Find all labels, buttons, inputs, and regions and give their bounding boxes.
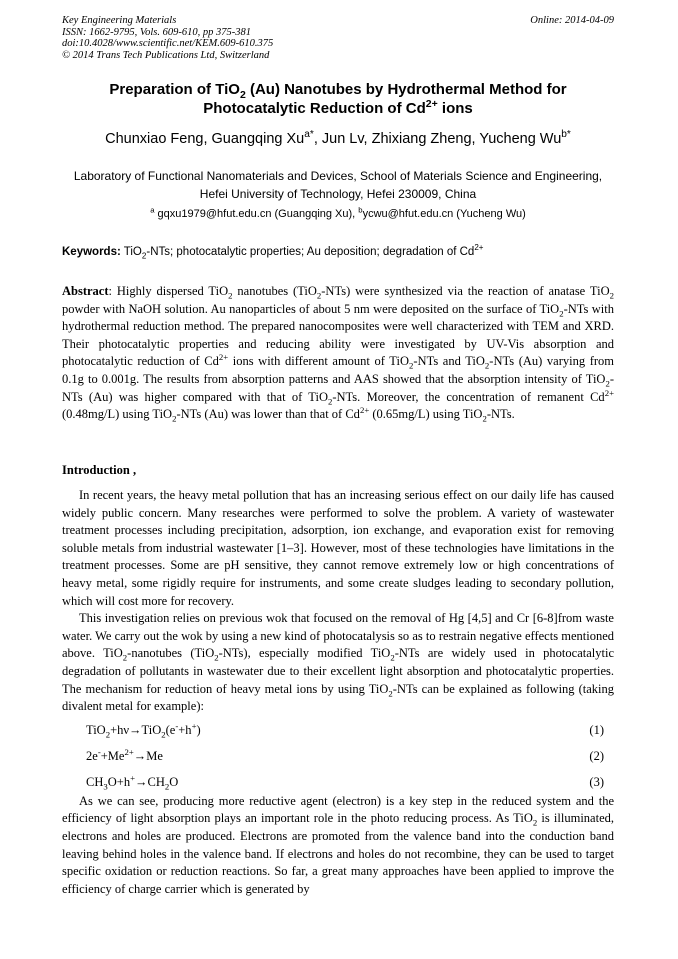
equation-number: (3)	[589, 774, 604, 789]
section-heading-introduction: Introduction ,	[62, 463, 137, 477]
equation-number: (1)	[589, 722, 604, 737]
intro-paragraph-3: As we can see, producing more reductive agent (electron) is a key step in the reduced system and the efficiency of light absorption plays an important role in the photo reducing process. As TiO$_2$ is illuminated, electrons and holes are produced. Electrons are promoted from the valence band into the conduction band leaving behind holes in the valence band. If electrons and holes do not recombine, they can be used to target specific oxidation or reduction reactions. So far, a great many approaches have been applied to improve the efficiency of charge carrier which is generated by	[62, 793, 614, 896]
issn-line: ISSN: 1662-9795, Vols. 609-610, pp 375-381	[62, 26, 251, 38]
email-b: ycwu@hfut.edu.cn (Yucheng Wu)	[362, 208, 526, 220]
keywords: Keywords: TiO$_2$-NTs; photocatalytic properties; Au deposition; degradation of $Cd^{2+}$	[62, 243, 484, 261]
intro-paragraph-1: In recent years, the heavy metal pollution that has an increasing serious effect on our daily life has caused widely public concern. Many researches were performed to solve the problem. A variety of wastewater treatment processes including precipitation, adsorption, ion exchange, and evaporation exist for removing soluble metals from industrial wastewater [1–3]. However, most of these technologies have limitations in the treatment processes. Some are pH sensitive, they cannot remove extremely low or high concentrations of heavy metal, some rigidly require for instruments, and some create sludges leading to secondary pollution, which will cost more for recovery.	[62, 488, 614, 608]
online-date: Online: 2014-04-09	[530, 15, 614, 26]
doi-line: doi:10.4028/www.scientific.net/KEM.609-610.375	[62, 38, 274, 49]
keywords-label: Keywords:	[62, 246, 121, 258]
abstract-label: Abstract	[62, 284, 109, 298]
affiliation	[62, 167, 614, 203]
abstract: Abstract: Highly dispersed TiO$_2$ nanotubes (TiO$_2$-NTs) were synthesized via the reaction of anatase TiO$_2$ powder with NaOH solution. Au nanoparticles of about 5 nm were deposited on the surface of TiO$_2$-NTs with hydrothermal reduction method. The prepared nanocomposites were well characterized with TEM and XRD. Their photocatalytic properties and reducing ability were investigated by UV-Vis absorption and photocatalytic reduction of $Cd^{2+}$ ions with different amount of TiO$_2$-NTs and TiO$_2$-NTs (Au) varying from 0.1g to 0.001g. The results from absorption patterns and AAS showed that the absorption intensity of TiO$_2$-NTs (Au) was higher compared with that of TiO$_2$-NTs. Moreover, the concentration of remanent $Cd^{2+}$ (0.48mg/L) using TiO$_2$-NTs (Au) was lower than that of $Cd^{2+}$ (0.65mg/L) using TiO$_2$-NTs.	[62, 284, 615, 424]
journal-header	[62, 15, 273, 61]
affiliation-line-2: Hefei University of Technology, Hefei 230009, China	[199, 187, 477, 201]
author-emails: $^a$ gqxu1979@hfut.edu.cn (Guangqing Xu), $^b$ycwu@hfut.edu.cn (Yucheng Wu)	[150, 205, 526, 220]
journal-name: Key Engineering Materials	[62, 15, 177, 26]
copyright-line: © 2014 Trans Tech Publications Ltd, Switzerland	[62, 49, 270, 61]
intro-paragraph-2: This investigation relies on previous wok that focused on the removal of Hg [4,5] and Cr [6-8]from waste water. We carry out the wok by using a new kind of photocatalysis so as to restrain negative effects mentioned above. TiO$_2$-nanotubes (TiO$_2$-NTs), especially modified TiO$_2$-NTs are widely used in photocatalytic degradation of pollutants in wastewater due to their excellent light absorption and photocatalytic properties. The mechanism for reduction of heavy metal ions by using TiO$_2$-NTs can be explained as following (taking divalent metal for example):	[62, 611, 614, 714]
equation-1: TiO$_2$+hν→TiO$_2$(e-+h+) (1)	[86, 720, 604, 740]
equation-3: $CH_3O+h^+\to CH_2O$ (3)	[86, 772, 604, 792]
equation-2: $2e^-+Me^{2+}\to Me$ (2)	[62, 745, 614, 767]
equation-number: (2)	[589, 748, 604, 763]
affiliation-line-1: Laboratory of Functional Nanomaterials and Devices, School of Materials Science and Engineering,	[73, 169, 603, 183]
email-a: gqxu1979@hfut.edu.cn (Guangqing Xu),	[154, 208, 359, 220]
author-list: Chunxiao Feng, Guangqing $Xu^{a*}$, Jun Lv, Zhixiang Zheng, Yucheng $Wu^{b*}$	[105, 129, 571, 147]
paper-title: Preparation of TiO$_2$ (Au) Nanotubes by Hydrothermal Method for Photocatalytic Reduction of $Cd^{2+}$ ions	[109, 81, 567, 117]
introduction-body	[62, 487, 614, 898]
